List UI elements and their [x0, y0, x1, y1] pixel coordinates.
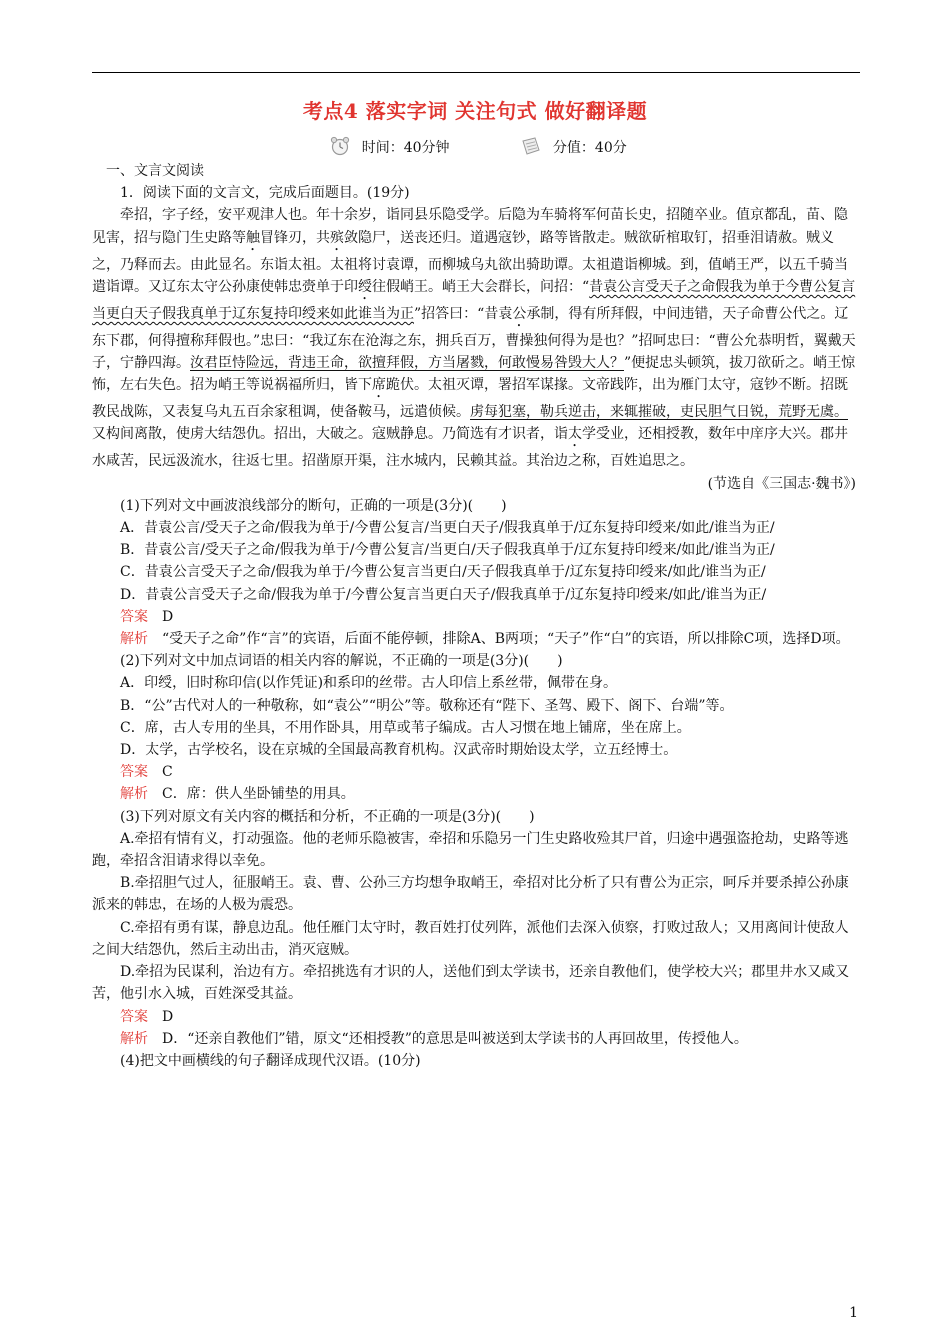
q1-option-a: A．昔袁公言/受天子之命/假我为单于/今曹公复言/当更白天子/假我真单于/辽东复持印绶来/如此/谁当为正/	[120, 520, 775, 537]
q3-answer: 答案 D	[120, 1008, 174, 1025]
q1-option-c: C．昔袁公言受天子之命/假我为单于/今曹公复言当更白/天子假我真单于/辽东复持印绶来/如此/谁当为正/	[120, 564, 766, 581]
page-number: 1	[849, 1305, 858, 1321]
time-label: 时间：40分钟	[361, 140, 450, 156]
dotted-char: 触	[246, 229, 260, 246]
top-rule	[92, 72, 860, 73]
dotted-char: 殡	[330, 229, 344, 246]
q1-stem: (1)下列对文中画波浪线部分的断句，正确的一项是(3分)( )	[120, 497, 507, 514]
q1-analysis: 解析 “受天子之命”作“言”的宾语，后面不能停顿，排除A、B两项；“天子”作“白”的宾语，所以排除C项，选择D项。	[120, 631, 850, 648]
meta-line	[0, 136, 950, 160]
underlined-sentence-1: 汝君臣恃险远，背违王命，欲擅拜假，方当屠戮，何敢慢易咎毁大人？	[190, 355, 624, 372]
q3-option-c: C.牵招有勇有谋，静息边乱。他任雁门太守时，教百姓打仗列阵，派他们去深入侦察，打败过敌人；又用离间计使敌人之间大结怨仇，然后主动出击，消灭寇贼。	[92, 919, 849, 958]
passage-source: (节选自《三国志·魏书》)	[707, 475, 856, 492]
q1-option-d: D．昔袁公言受天子之命/假我为单于/今曹公复言当更白天子/假我真单于/辽东复持印绶来/如此/谁当为正/	[120, 586, 767, 603]
underlined-sentence-2: 虏每犯塞，勒兵逆击，来辄摧破，吏民胆气日锐，荒野无虞。	[470, 404, 848, 421]
dotted-char: 太	[568, 426, 582, 443]
q3-option-b: B.牵招胆气过人，征服峭王。袁、曹、公孙三方均想争取峭王，牵招对比分析了只有曹公为正宗，呵斥并要杀掉公孙康派来的韩忠，在场的人极为震恐。	[92, 875, 849, 914]
content	[92, 160, 860, 1072]
q3-option-d: D.牵招为民谋利，治边有方。牵招挑选有才识的人，送他们到太学读书，还亲自教他们，使学校大兴；郡里井水又咸又苦，他引水入城，百姓深受其益。	[92, 964, 850, 1003]
q2-option-c: C．席，古人专用的坐具，不用作卧具，用草或苇子编成。古人习惯在地上铺席，坐在席上。	[120, 719, 691, 736]
dotted-char: 公	[512, 305, 527, 322]
q2-analysis: 解析 C．席：供人坐卧铺垫的用具。	[120, 786, 355, 803]
dotted-char: 绶	[358, 278, 372, 295]
q2-option-b: B．“公”古代对人的一种敬称，如“袁公”“明公”等。敬称还有“陛下、圣驾、殿下、阁下、台端”等。	[120, 697, 734, 714]
q2-answer: 答案 C	[120, 764, 173, 781]
passage: 牵招，字子经，安平观津人也。年十余岁，诣同县乐隐受学。后隐为车骑将军何苗长史，招随卒业。值京都乱，苗、隐见害，招与隐门生史路等触冒锋刃，共殡敛隐尸，送丧还归。道遇寇钞，路等皆散走。贼欲斫棺取钉，招垂泪请赦。贼义之，乃释而去。由此显名。东诣太祖。太祖将讨袁谭，而柳城乌丸欲出骑助谭。太祖遣诣柳城。到，值峭王严，以五千骑当遣诣谭。又辽东太守公孙康使韩忠赍单于印绶往假峭王。峭王大会群长，问招：“昔袁公言受天子之命假我为单于今曹公复言当更白天子假我真单于辽东复持印绶来如此谁当为正”招答曰：“昔袁公承制，得有所拜假，中间违错，天子命曹公代之。辽东下郡，何得擅称拜假也。”忠曰：“我辽东在沧海之东，拥兵百万，曹操独何得为是也？”招呵忠曰：“曹公允恭明哲，翼戴天子，宁静四海。汝君臣恃险远，背违王命，欲擅拜假，方当屠戮，何敢慢易咎毁大人？”便捉忠头顿筑，拔刀欲斫之。峭王惊怖，左右失色。招为峭王等说祸福所归，皆下席跪伏。太祖灭谭，署招军谋掾。文帝践阼，出为雁门太守，寇钞不断。招既教民战陈，又表复乌丸五百余家租调，使备鞍马，远遣侦候。虏每犯塞，勒兵逆击，来辄摧破，吏民胆气日锐，荒野无虞。又构间离散，使虏大结怨仇。招出，大破之。寇贼静息。乃简选有才识者，诣太学受业，还相授教，数年中庠序大兴。郡井水咸苦，民远汲流水，往返七里。招凿原开渠，注水城内，民赖其益。其治边之称，百姓追思之。	[92, 207, 856, 470]
section-heading: 一、文言文阅读	[106, 163, 204, 179]
question-intro: 1．阅读下面的文言文，完成后面题目。(19分)	[120, 185, 410, 202]
q2-stem: (2)下列对文中加点词语的相关内容的解说，不正确的一项是(3分)( )	[120, 653, 563, 670]
q3-analysis: 解析 D．“还亲自教他们”错，原文“还相授教”的意思是叫被送到太学读书的人再回故里，传授他人。	[120, 1030, 748, 1047]
q4-stem: (4)把文中画横线的句子翻译成现代汉语。(10分)	[120, 1052, 421, 1069]
clock-icon	[329, 136, 351, 160]
q1-answer: 答案 D	[120, 608, 174, 625]
q1-option-b: B．昔袁公言/受天子之命/假我为单于/今曹公复言/当更白/天子假我真单于/辽东复持印绶来/如此/谁当为正/	[120, 542, 775, 559]
q3-option-a: A.牵招有情有义，打动强盗。他的老师乐隐被害，牵招和乐隐另一门生史路收殓其尸首，归途中遇强盗抢劫，史路等逃跑，牵招含泪请求得以幸免。	[92, 830, 849, 870]
wavy-underlined-text: 昔袁公言受天子之命假我为单于今曹公复言当更白天子假我真单于辽东复持印绶来如此谁当为正	[92, 278, 856, 322]
page-title: 考点4 落实字词 关注句式 做好翻译题	[302, 99, 648, 123]
q2-option-d: D．太学，古学校名，设在京城的全国最高教育机构。汉武帝时期始设太学，立五经博士。	[120, 742, 678, 759]
paper-icon	[520, 136, 542, 160]
q2-option-a: A．印绶，旧时称印信(以作凭证)和系印的丝带。古人印信上系丝带，佩带在身。	[120, 675, 618, 692]
dotted-char: 席	[372, 377, 386, 394]
q3-stem: (3)下列对原文有关内容的概括和分析，不正确的一项是(3分)( )	[120, 808, 535, 825]
score-label: 分值：40分	[552, 140, 627, 156]
